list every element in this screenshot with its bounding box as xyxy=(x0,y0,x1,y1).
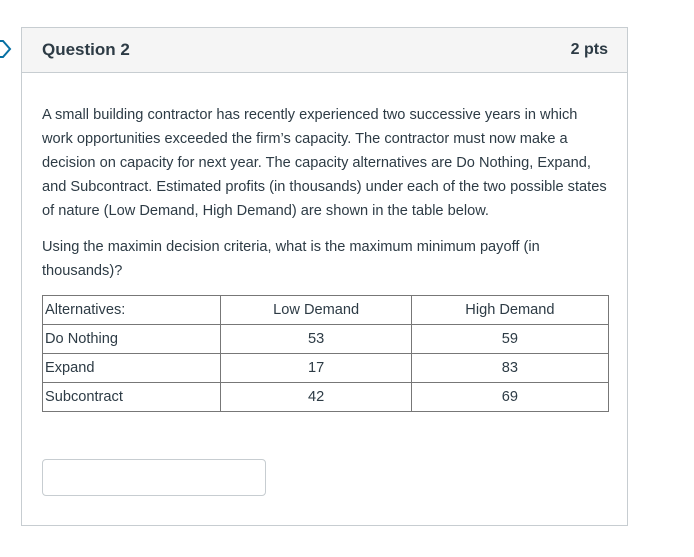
table-cell-alternative: Expand xyxy=(43,354,221,383)
table-cell-alternative: Do Nothing xyxy=(43,325,221,354)
question-header xyxy=(22,28,627,73)
answer-input[interactable] xyxy=(42,459,266,496)
table-cell-low-demand: 17 xyxy=(221,354,411,383)
question-text: A small building contractor has recently experienced two successive years in which work opportunities exceeded the firm’s capacity. The contractor must now make a decision on capacity for next year. The capacity alternatives are Do Nothing, Expand, and Subcontract. Estimated profits (in thousands) under each of the two possible states of nature (Low Demand, High Demand) are shown in the table below. xyxy=(42,107,607,219)
table-header-low-demand: Low Demand xyxy=(221,296,411,325)
table-cell-low-demand: 53 xyxy=(221,325,411,354)
table-header-high-demand: High Demand xyxy=(411,296,608,325)
table-header-row xyxy=(43,296,609,325)
question-title: Question 2 xyxy=(42,40,130,59)
table-row xyxy=(43,354,609,383)
question-points: 2 pts xyxy=(570,41,608,58)
table-row xyxy=(43,325,609,354)
table-cell-high-demand: 59 xyxy=(411,325,608,354)
table-header-alternatives: Alternatives: xyxy=(43,296,221,325)
table-cell-alternative: Subcontract xyxy=(43,383,221,412)
table-cell-low-demand: 42 xyxy=(221,383,411,412)
table-cell-high-demand: 83 xyxy=(411,354,608,383)
question-flag-icon[interactable] xyxy=(0,39,14,59)
payoff-table xyxy=(42,295,609,412)
question-prompt: Using the maximin decision criteria, what is the maximum minimum payoff (in thousands)? xyxy=(42,239,540,279)
question-body xyxy=(22,73,627,412)
question-card xyxy=(21,27,628,526)
table-cell-high-demand: 69 xyxy=(411,383,608,412)
table-row xyxy=(43,383,609,412)
